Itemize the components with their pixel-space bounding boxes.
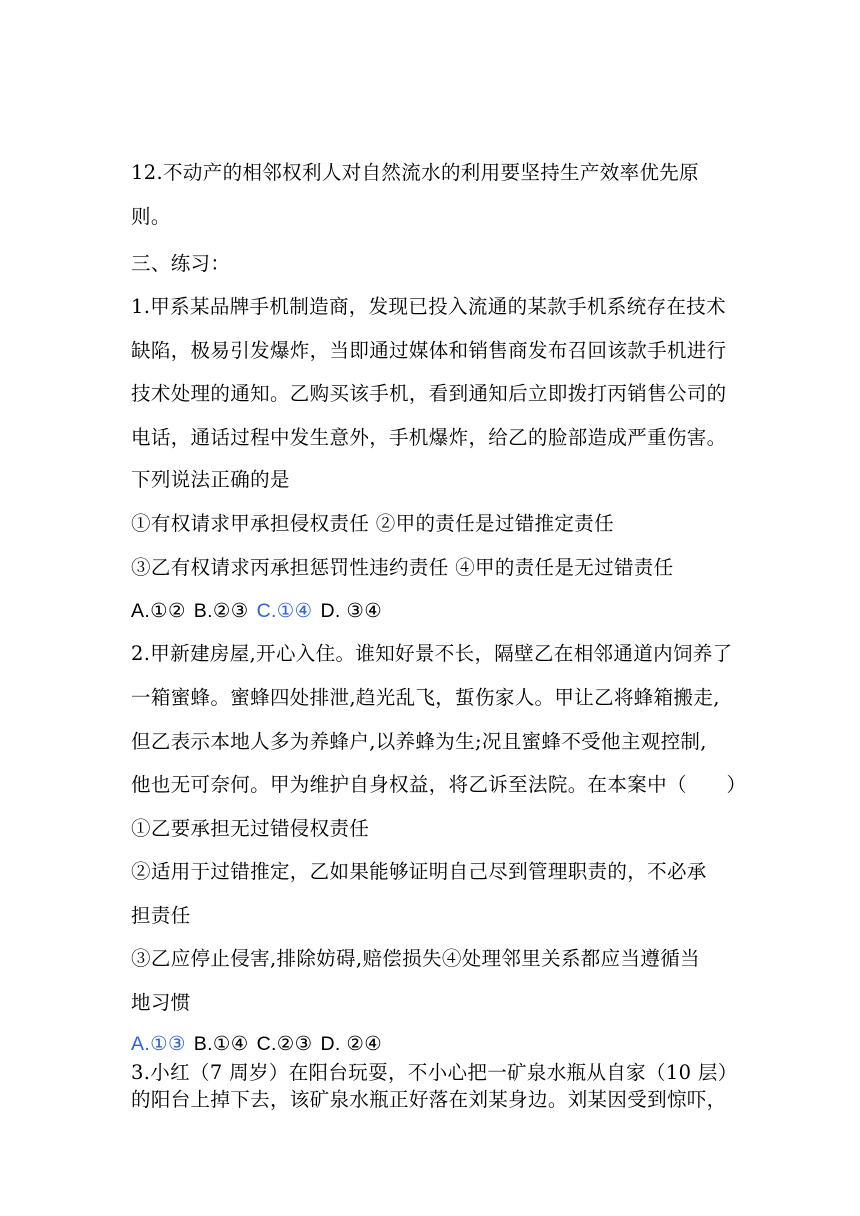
q2-option-c: C.②③ <box>256 1033 313 1055</box>
q1-stem-line-3: 技术处理的通知。乙购买该手机，看到通知后立即拨打丙销售公司的 <box>131 382 727 405</box>
q1-stem-line-1: 1.甲系某品牌手机制造商，发现已投入流通的某款手机系统存在技术 <box>131 295 726 318</box>
q2-statement-3-4-line-2: 地习惯 <box>131 991 191 1014</box>
q2-option-d: D. ②④ <box>320 1033 383 1055</box>
principle-12-line-1: 12.不动产的相邻权利人对自然流水的利用要坚持生产效率优先原 <box>131 161 700 184</box>
principle-12-line-2: 则。 <box>131 205 171 228</box>
q1-stem-line-2: 缺陷，极易引发爆炸，当即通过媒体和销售商发布召回该款手机进行 <box>131 339 727 362</box>
q2-stem-line-4: 他也无可奈何。甲为维护自身权益，将乙诉至法院。在本案中（ ） <box>131 773 747 796</box>
section-heading-exercises: 三、练习： <box>131 252 231 275</box>
q2-statement-2-line-1: ②适用于过错推定，乙如果能够证明自己尽到管理职责的，不必承 <box>131 860 707 883</box>
q1-option-c-answer: C.①④ <box>256 600 313 622</box>
q1-stem-line-5: 下列说法正确的是 <box>131 468 290 491</box>
q1-option-b: B.②③ <box>193 600 249 622</box>
q2-stem-line-1: 2.甲新建房屋,开心入住。谁知好景不长，隔壁乙在相邻通道内饲养了 <box>131 642 733 665</box>
q2-statement-1: ①乙要承担无过错侵权责任 <box>131 817 370 840</box>
q2-option-b: B.①④ <box>193 1033 249 1055</box>
q2-stem-line-2: 一箱蜜蜂。蜜蜂四处排泄,趋光乱飞，蜇伤家人。甲让乙将蜂箱搬走, <box>131 686 720 709</box>
q1-option-d: D. ③④ <box>320 600 383 622</box>
q1-option-a: A.①② <box>131 600 186 622</box>
q2-statement-2-line-2: 担责任 <box>131 904 191 927</box>
q2-stem-line-3: 但乙表示本地人多为养蜂户,以养蜂为生;况且蜜蜂不受他主观控制, <box>131 730 707 753</box>
q1-statements-line-2: ③乙有权请求丙承担惩罚性违约责任 ④甲的责任是无过错责任 <box>131 556 674 579</box>
q1-stem-line-4: 电话，通话过程中发生意外，手机爆炸，给乙的脸部造成严重伤害。 <box>131 426 727 449</box>
q2-options <box>131 1031 382 1057</box>
q1-options <box>131 598 382 624</box>
q2-statement-3-4-line-1: ③乙应停止侵害,排除妨碍,赔偿损失④处理邻里关系都应当遵循当 <box>131 947 700 970</box>
q3-stem-line-1: 3.小红（7 周岁）在阳台玩耍，不小心把一矿泉水瓶从自家（10 层） <box>131 1061 738 1084</box>
q3-stem-line-2: 的阳台上掉下去，该矿泉水瓶正好落在刘某身边。刘某因受到惊吓， <box>131 1088 727 1111</box>
q1-statements-line-1: ①有权请求甲承担侵权责任 ②甲的责任是过错推定责任 <box>131 512 614 535</box>
q2-option-a-answer: A.①③ <box>131 1033 186 1055</box>
